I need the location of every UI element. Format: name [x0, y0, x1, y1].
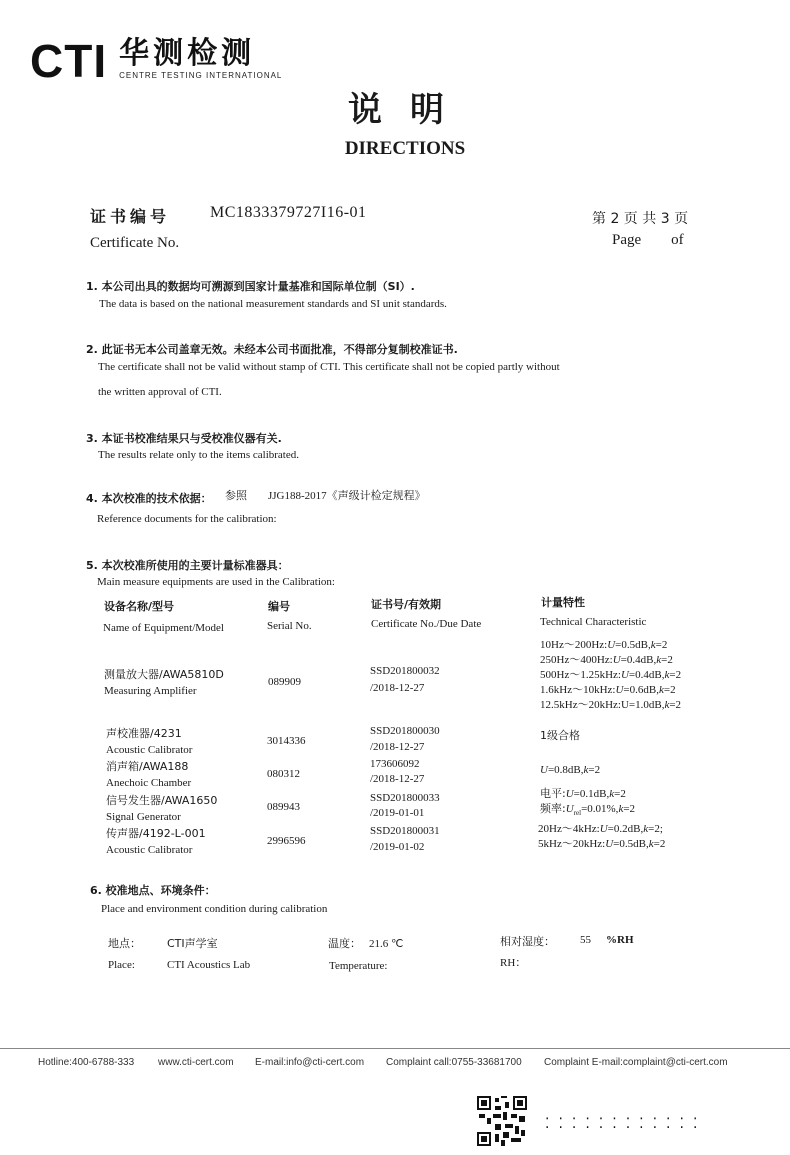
- cti-logo: [30, 35, 283, 87]
- footer-complaint-call: Complaint call:0755-33681700: [386, 1057, 522, 1068]
- item-6-en: Place and environment condition during calibration: [101, 903, 328, 915]
- footer-dot-marks: ⁚⁚⁚⁚⁚⁚⁚⁚⁚⁚⁚⁚: [545, 1116, 707, 1132]
- item-4-en: Reference documents for the calibration:: [97, 513, 277, 525]
- table-row-4-cert: SSD201800033: [370, 792, 440, 804]
- page-title-cn: 说明: [348, 90, 472, 130]
- amp-char-line-2: 250Hz～400Hz:U=0.4dB,k=2: [540, 654, 673, 666]
- item-5-cn: 5. 本次校准所使用的主要计量标准器具：: [86, 559, 289, 572]
- certificate-label-en: Certificate No.: [90, 235, 180, 251]
- table-row-4-name-en: Signal Generator: [106, 811, 181, 823]
- table-header-char-en: Technical Characteristic: [540, 616, 647, 628]
- table-row-4-name-cn: 信号发生器/AWA1650: [106, 794, 218, 807]
- of-word: of: [671, 232, 684, 248]
- item-3-cn: 3. 本证书校准结果只与受校准仪器有关.: [86, 432, 282, 445]
- table-header-cert-cn: 证书号/有效期: [371, 598, 442, 611]
- chamber-char: U=0.8dB,k=2: [540, 764, 601, 776]
- table-row-1-due: /2018-12-27: [370, 682, 425, 694]
- gen-char-freq: 频率$:U_{rel}=0.01\%,k=2$: [540, 802, 636, 818]
- mic-char-line-1: 20Hz～4kHz:U=0.2dB,k=2;: [538, 823, 663, 835]
- item-3-en: The results relate only to the items calibrated.: [98, 449, 299, 461]
- certificate-number: MC1833379727I16-01: [210, 204, 367, 221]
- table-header-name-cn: 设备名称/型号: [104, 600, 175, 613]
- item-6-cn: 6. 校准地点、环境条件：: [90, 884, 216, 897]
- table-row-1-cert: SSD201800032: [370, 665, 440, 677]
- footer-hotline: Hotline:400-6788-333: [38, 1057, 135, 1068]
- table-row-2-due: /2018-12-27: [370, 741, 425, 753]
- table-row-3-cert: 173606092: [370, 758, 420, 770]
- temperature-label-en: Temperature:: [329, 960, 388, 972]
- table-row-3-name-cn: 消声箱/AWA188: [106, 760, 189, 773]
- logo-text: CTI: [30, 35, 108, 87]
- page-word: Page: [612, 232, 642, 248]
- place-value-en: CTI Acoustics Lab: [167, 959, 251, 971]
- item-4-ref-label: 参照: [225, 489, 247, 502]
- humidity-label-en: RH：: [500, 957, 527, 969]
- place-label-cn: 地点：: [108, 937, 141, 950]
- item-1-en: The data is based on the national measurement standards and SI unit standards.: [99, 298, 447, 310]
- table-row-4-serial: 089943: [267, 801, 300, 813]
- table-row-2-serial: 3014336: [267, 735, 306, 747]
- table-row-5-due: /2019-01-02: [370, 841, 425, 853]
- footer-email[interactable]: E-mail:info@cti-cert.com: [255, 1057, 365, 1068]
- table-header-serial-cn: 编号: [268, 600, 290, 613]
- table-row-2-cert: SSD201800030: [370, 725, 440, 737]
- table-header-serial-en: Serial No.: [267, 620, 312, 632]
- table-header-name-en: Name of Equipment/Model: [103, 622, 224, 634]
- footer-divider: [0, 1048, 790, 1049]
- humidity-value: 55: [580, 934, 591, 946]
- amp-char-line-5: 12.5kHz～20kHz:U=1.0dB,k=2: [540, 699, 682, 711]
- table-header-cert-en: Certificate No./Due Date: [371, 618, 482, 630]
- table-row-3-serial: 080312: [267, 768, 300, 780]
- table-row-3-due: /2018-12-27: [370, 773, 425, 785]
- qr-code-icon: [477, 1096, 527, 1146]
- footer-complaint-email[interactable]: Complaint E-mail:complaint@cti-cert.com: [544, 1057, 728, 1068]
- logo-english: CENTRE TESTING INTERNATIONAL: [119, 71, 283, 80]
- amp-char-line-3: 500Hz～1.25kHz:U=0.4dB,k=2: [540, 669, 682, 681]
- table-row-5-name-cn: 传声器/4192-L-001: [106, 827, 206, 840]
- table-row-5-cert: SSD201800031: [370, 825, 440, 837]
- page-indicator-cn: 第 2 页 共 3 页: [592, 211, 689, 227]
- table-header-char-cn: 计量特性: [541, 596, 585, 609]
- table-row-2-name-en: Acoustic Calibrator: [106, 744, 193, 756]
- gen-char-level: 电平:U=0.1dB,k=2: [540, 787, 626, 800]
- place-value-cn: CTI声学室: [167, 937, 218, 950]
- certificate-label-cn: 证书编号: [90, 207, 171, 226]
- table-row-1-name-cn: 测量放大器/AWA5810D: [104, 668, 224, 681]
- mic-char-line-2: 5kHz～20kHz:U=0.5dB,k=2: [538, 838, 666, 850]
- table-row-3-name-en: Anechoic Chamber: [106, 777, 192, 789]
- item-1-cn: 1. 本公司出具的数据均可溯源到国家计量基准和国际单位制（SI）.: [86, 280, 415, 293]
- item-4-cn: 4. 本次校准的技术依据：: [86, 492, 212, 505]
- item-5-en: Main measure equipments are used in the Calibration:: [97, 576, 335, 588]
- amp-char-line-1: 10Hz～200Hz:U=0.5dB,k=2: [540, 639, 668, 651]
- table-row-4-due: /2019-01-01: [370, 807, 425, 819]
- table-row-1-name-en: Measuring Amplifier: [104, 685, 197, 697]
- humidity-label-cn: 相对湿度：: [500, 935, 555, 948]
- table-row-5-serial: 2996596: [267, 835, 306, 847]
- table-row-2-char: 1级合格: [540, 729, 580, 742]
- page-indicator-en: [612, 232, 684, 249]
- temperature-label-cn: 温度：: [328, 937, 361, 950]
- item-2-cn: 2. 此证书无本公司盖章无效。未经本公司书面批准，不得部分复制校准证书.: [86, 343, 458, 356]
- logo-chinese: 华测检测: [119, 36, 256, 71]
- page-title-en: DIRECTIONS: [344, 138, 466, 159]
- table-row-2-name-cn: 声校准器/4231: [106, 727, 182, 740]
- humidity-unit: %RH: [606, 934, 634, 946]
- item-2-en-cont: the written approval of CTI.: [98, 386, 222, 398]
- footer-website[interactable]: www.cti-cert.com: [158, 1057, 234, 1068]
- temperature-value: 21.6 ℃: [369, 938, 404, 950]
- table-row-5-name-en: Acoustic Calibrator: [106, 844, 193, 856]
- amp-char-line-4: 1.6kHz～10kHz:U=0.6dB,k=2: [540, 684, 676, 696]
- place-label-en: Place:: [108, 959, 135, 971]
- item-4-ref-doc: JJG188-2017《声级计检定规程》: [268, 490, 426, 502]
- table-row-1-serial: 089909: [268, 676, 301, 688]
- item-2-en: The certificate shall not be valid without stamp of CTI. This certificate shall not be copied partly without: [98, 361, 560, 373]
